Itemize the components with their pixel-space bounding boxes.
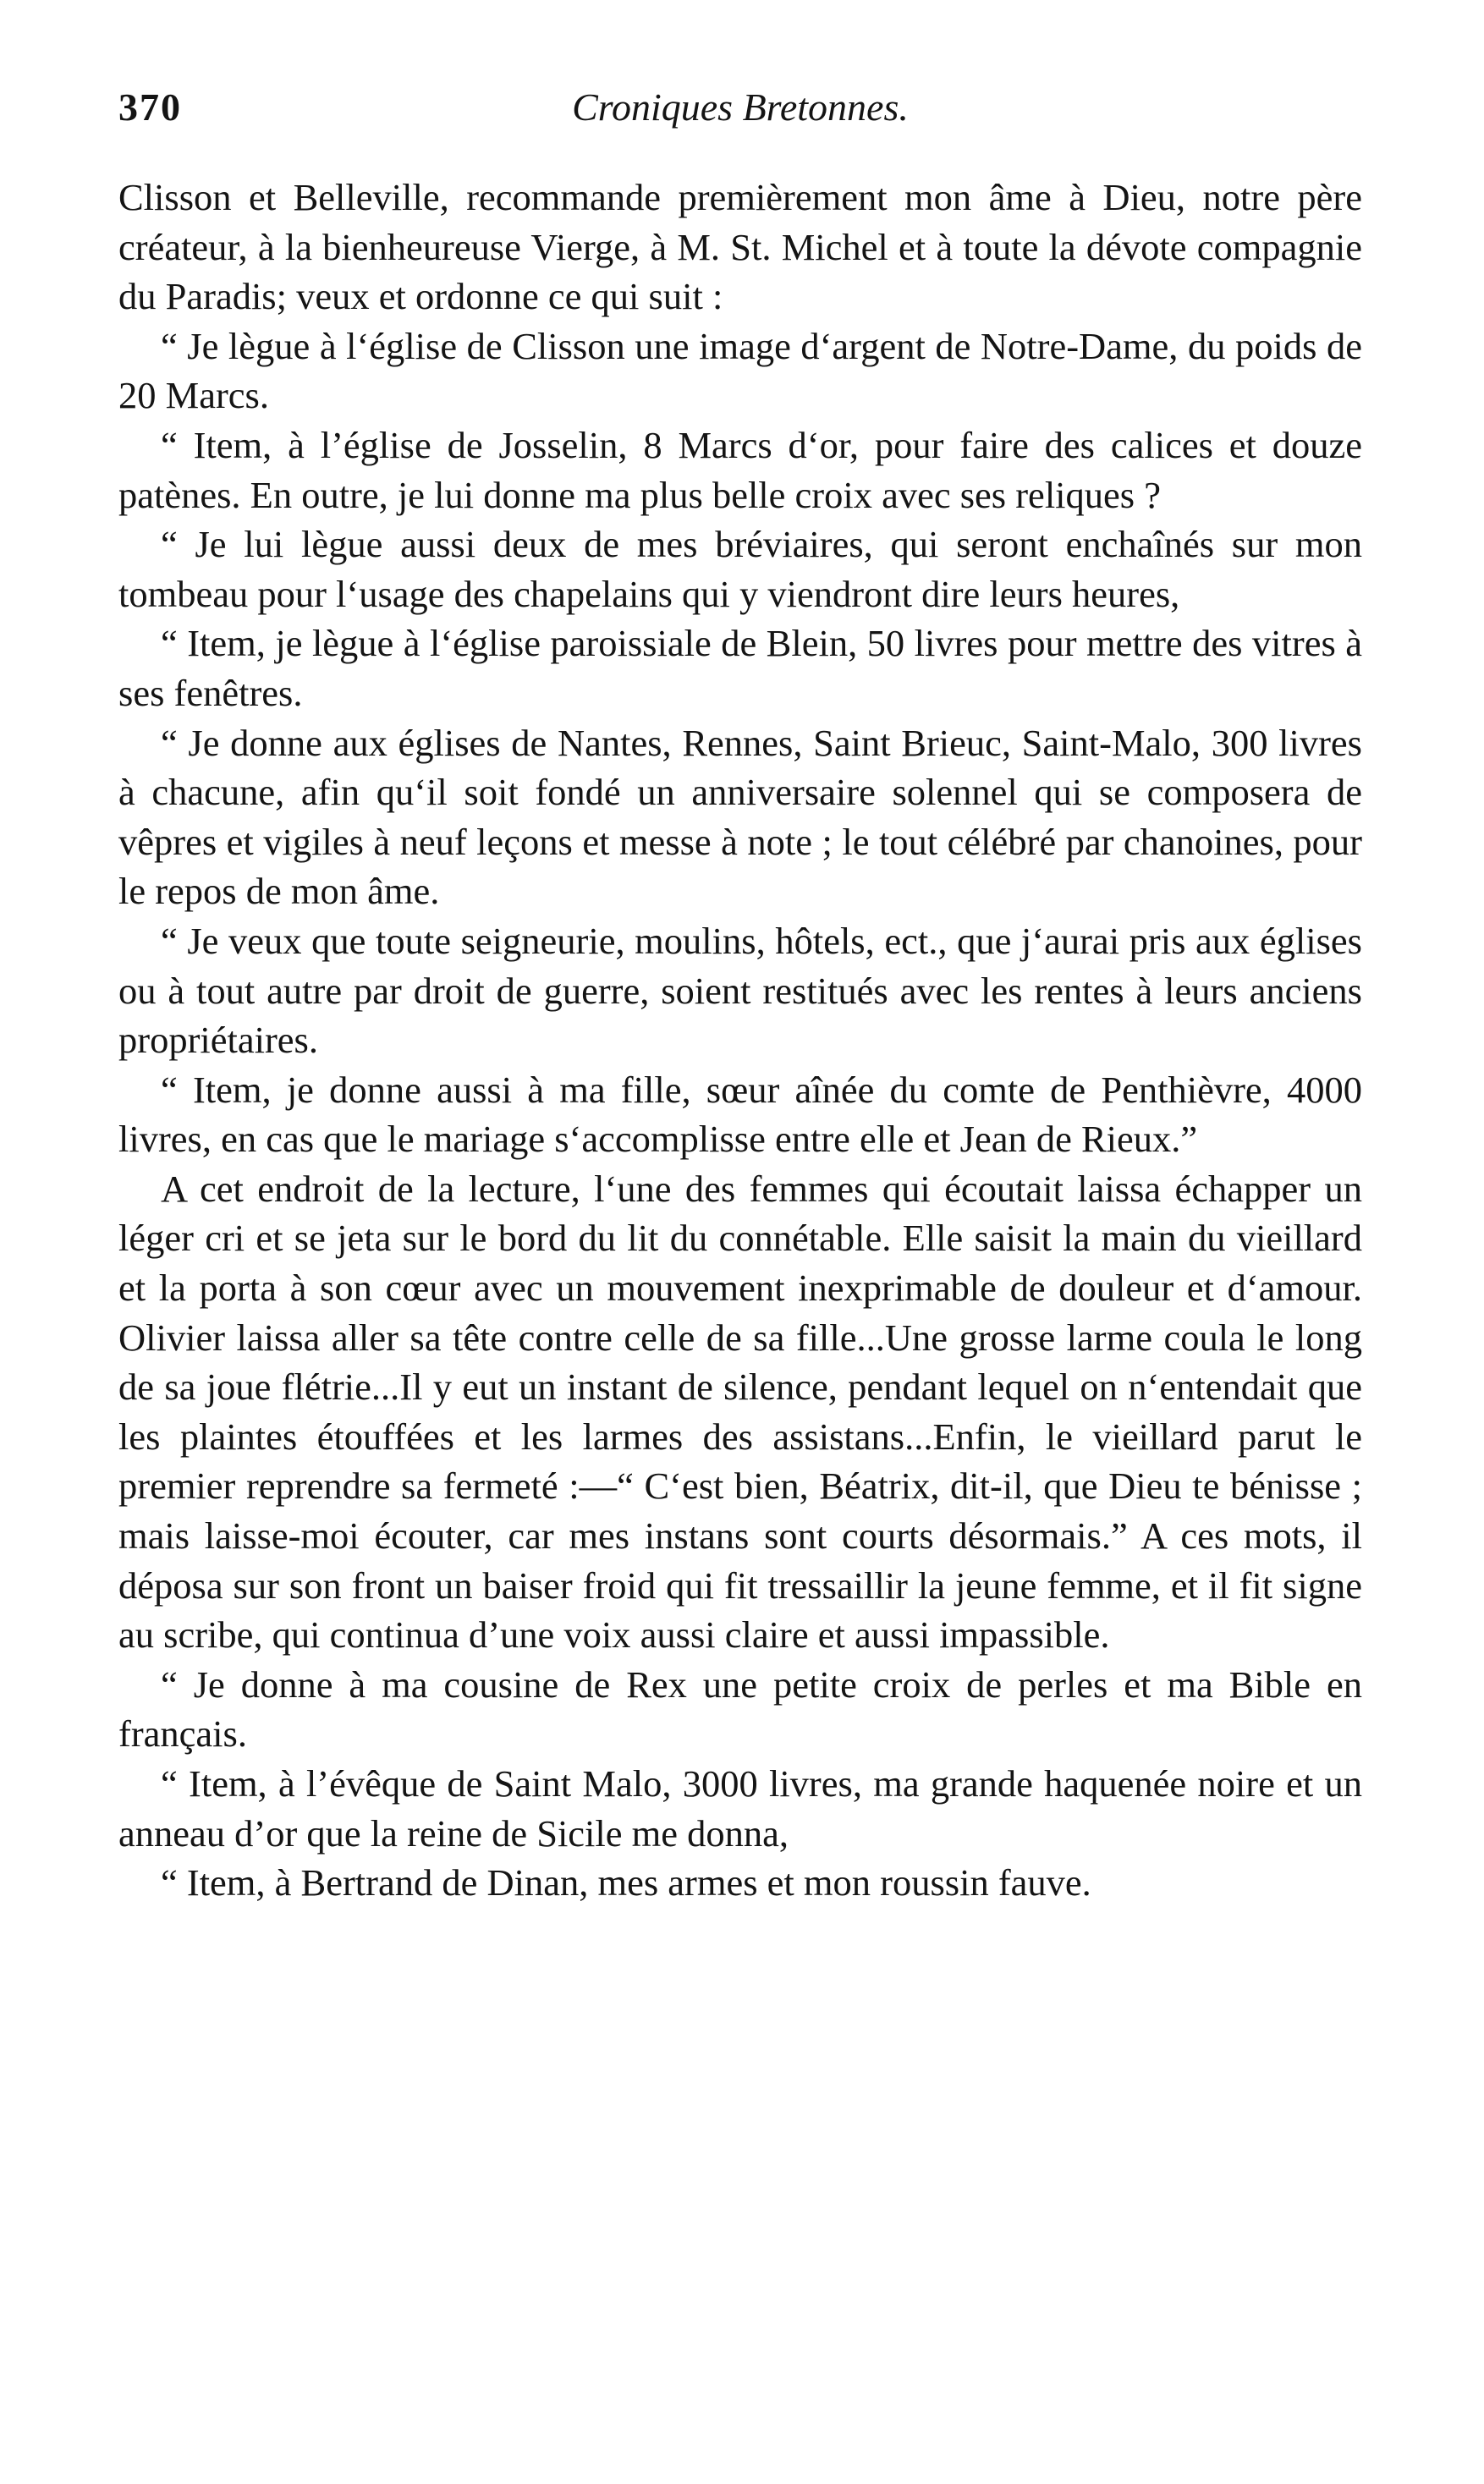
paragraph-1: Clisson et Belleville, recommande premièrement mon âme à Dieu, notre père créateur, à la bienheureuse Vierge, à M. St. Michel et à toute la dévote compagnie du Paradis; veux et ordonne ce qui suit : xyxy=(118,176,1362,318)
paragraph-2: “ Je lègue à l‘église de Clisson une image d‘argent de Notre-Dame, du poids de 20 Marcs. xyxy=(118,324,1362,417)
paragraph-8: “ Item, je donne aussi à ma fille, sœur aînée du comte de Penthièvre, 4000 livres, en cas que le mariage s‘accomplisse entre elle et Jean de Rieux.” xyxy=(118,1068,1362,1161)
running-head xyxy=(118,85,1362,144)
page-number: 370 xyxy=(118,85,182,129)
paragraph-3: “ Item, à l’église de Josselin, 8 Marcs d‘or, pour faire des calices et douze patènes. En outre, je lui donne ma plus belle croix avec ses reliques ? xyxy=(118,423,1362,516)
book-page xyxy=(118,85,1362,1908)
paragraph-7: “ Je veux que toute seigneurie, moulins, hôtels, ect., que j‘aurai pris aux églises ou à tout autre par droit de guerre, soient restitués avec les rentes à leurs anciens propriétaires. xyxy=(118,919,1362,1062)
body-text xyxy=(118,173,1362,1908)
paragraph-6: “ Je donne aux églises de Nantes, Rennes, Saint Brieuc, Saint-Malo, 300 livres à chacune, afin qu‘il soit fondé un anniversaire solennel qui se composera de vêpres et vigiles à neuf leçons et messe à note ; le tout célébré par chanoines, pour le repos de mon âme. xyxy=(118,721,1362,913)
paragraph-4: “ Je lui lègue aussi deux de mes bréviaires, qui seront enchaînés sur mon tombeau pour l‘usage des chapelains qui y viendront dire leurs heures, xyxy=(118,523,1362,615)
paragraph-9: A cet endroit de la lecture, l‘une des femmes qui écoutait laissa échapper un léger cri et se jeta sur le bord du lit du connétable. Elle saisit la main du vieillard et la porta à son cœur avec un mouvement inexprimable de douleur et d‘amour. Olivier laissa aller sa tête contre celle de sa fille...Une grosse larme coula le long de sa joue flétrie...Il y eut un instant de silence, pendant lequel on n‘entendait que les plaintes étouffées et les larmes des assistans...Enfin, le vieillard parut le premier reprendre sa fermeté :—“ C‘est bien, Béatrix, dit-il, que Dieu te bénisse ; mais laisse-moi écouter, car mes instans sont courts désormais.” A ces mots, il déposa sur son front un baiser froid qui fit tressaillir la jeune femme, et il fit signe au scribe, qui continua d’une voix aussi claire et aussi impassible. xyxy=(118,1167,1362,1657)
paragraph-11: “ Item, à l’évêque de Saint Malo, 3000 livres, ma grande haquenée noire et un anneau d’or que la reine de Sicile me donna, xyxy=(118,1762,1362,1855)
paragraph-12: “ Item, à Bertrand de Dinan, mes armes et mon roussin fauve. xyxy=(161,1861,1091,1904)
paragraph-10: “ Je donne à ma cousine de Rex une petite croix de perles et ma Bible en français. xyxy=(118,1662,1362,1756)
paragraph-5: “ Item, je lègue à l‘église paroissiale de Blein, 50 livres pour mettre des vitres à ses fenêtres. xyxy=(118,622,1362,714)
running-title: Croniques Bretonnes. xyxy=(572,85,909,129)
